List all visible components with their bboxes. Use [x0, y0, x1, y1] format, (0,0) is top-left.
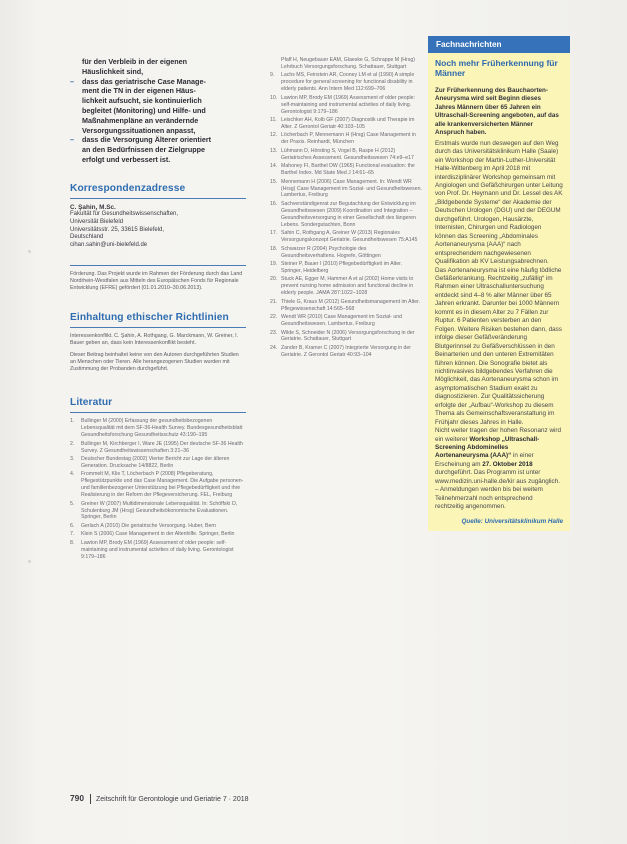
reference-item: 19. Steiner P, Bauer I (2010) Pflegebedürftigkeit im Alter. Springer, Heidelberg [270, 261, 403, 274]
page-number: 790 [70, 793, 84, 803]
reference-item: 23. Wilde S, Schneider N (2006) Versorgungsforschung in der Geriatrie. Schattauer, Stuttgart [270, 329, 415, 343]
reference-item: 5. Greiner W (2007) Multidimensionale Lebensqualität. In: Schöffski O, Schulenburg JM (Hrsg) Gesundheitsökonomische Evaluationen. Springer, Berlin [70, 500, 238, 521]
address-line: Universität Bielefeld [70, 218, 124, 225]
reference-item: 12. Löcherbach P, Mennemann H (Hrsg) Case Management in der Praxis. Reinhardt, München [270, 132, 416, 146]
news-paragraph: Das Aortenaneurysma ist eine häufig tödliche Gefäßerkrankung. Rechtzeitig „zufällig“ im Rahmen einer Ultraschalluntersuchung entdeckt sind 4–8 % aller Männer über 65 Jahren erkrankt. Darunter bei 1000 Männern kommt es in diesem Alter zu 7 Fällen zur Ruptur. 6 Patienten versterben an den Folgen. Weitere Risiken bestehen dann, dass infolge dieser Gefäßveränderung Blutgerinnsel zu Gefäßverschlüssen in den Beinarterien und den unteren Extremitäten führen können. Die Sonografie bietet als nichtinvasives bildgebendes Verfahren die Möglichkeit, das Aortenaneurysma schon im asymptomatischen Stadium exakt zu diagnostizieren. Zur Qualitätssicherung erfolgte der „Aufbau“-Workshop zu diesem Thema als Gemeinschaftsveranstaltung im Frühjahr dieses Jahres in Halle. [435, 266, 562, 426]
left-column [70, 57, 246, 562]
reference-item: 3. Deutscher Bundestag (2002) Vierter Bericht zur Lage der älteren Generation. Drucksache 14/8822, Berlin [70, 456, 230, 469]
bullet-line: für den Verbleib in der eigenen [82, 57, 188, 66]
news-paragraph: Nicht weiter tragen der hohen Resonanz wird ein weiterer Workshop „Ultraschall-Screening Abdominelles Aortenaneurysma (AAA)“ in einer Erscheinung am 27. Oktober 2018 durchgeführt. Das Programm ist unter www.medizin.uni-halle.de/kir aus zugänglich. – Anmeldungen werden bis bei weitem Teilnehmerzahl noch entsprechend rechtzeitig angenommen. [435, 427, 562, 511]
address-line: Universitätsstr. 25, 33615 Bielefeld, [70, 226, 165, 233]
reference-item: 8. Lawton MP, Brody EM (1969) Assessment of older people: self-maintaining and instrumental activities of daily living. Gerontologist 9:179–186 [70, 539, 234, 560]
footer-divider [90, 794, 91, 804]
reference-item: Pfaff H, Neugebauer EAM, Glaeske G, Schrappe M (Hrsg) Lehrbuch Versorgungsforschung. Schattauer, Stuttgart [281, 57, 415, 70]
reference-item: 10. Lawton MP, Brody EM (1969) Assessment of older people: self-maintaining and instrumental activities of daily living. Gerontologist 9:179–186 [270, 94, 415, 115]
reference-item: 22. Wendt WR (2010) Case Management im Sozial- und Gesundheitswesen. Lambertus, Freiburg [270, 314, 402, 328]
page-footer [70, 793, 249, 804]
dash-icon: – [70, 135, 74, 145]
bullet-list [70, 57, 246, 165]
section-header: Fachnachrichten [428, 36, 570, 53]
reference-list [70, 418, 246, 560]
news-source: Quelle: Universitätsklinikum Halle [461, 517, 563, 525]
email-link[interactable]: cihan.sahin@uni-bielefeld.de [70, 241, 148, 248]
bullet-line: lichkeit aufsucht, sie kontinuierlich [82, 96, 202, 106]
news-title: Noch mehr Früherkennung für Männer [435, 58, 558, 78]
news-sidebar [428, 36, 570, 531]
bullet-item: – dass das geriatrische Case Manage- [70, 76, 206, 86]
news-box [428, 53, 570, 531]
reference-item: 18. Schwarzer R (2004) Psychologie des Gesundheitsverhaltens. Hogrefe, Göttingen [270, 245, 381, 259]
reference-item: 17. Sahin C, Rothgang A, Greiner W (2013) Regionales Versorgungskonzept Geriatrie. Gesundheitswesen 75:A145 [270, 230, 418, 244]
reference-item: 16. Sachverständigenrat zur Begutachtung der Entwicklung im Gesundheitswesen (2009) Koordination und Integration – Gesundheitsversorgung in einer Gesellschaft des längeren Lebens. Sondergutachten, Bonn [270, 200, 416, 228]
middle-column [270, 57, 422, 360]
address-line: Fakultät für Gesundheitswissenschaften, [70, 211, 179, 218]
reference-item: 21. Thiele G, Kraus M (2012) Gesundheitsmanagement im Alter. Pflegewissenschaft 14:565–568 [270, 298, 420, 312]
author-name: C. Şahin, M.Sc. [70, 203, 116, 211]
divider [70, 198, 246, 199]
dash-icon: – [70, 76, 74, 86]
bullet-line: Häuslichkeit sind, [82, 66, 144, 76]
reference-item: 20. Stuck AE, Egger M, Hammer A et al (2002) Home visits to prevent nursing home admission and functional decline in elderly people. JAMA 287:1022–1028 [270, 276, 414, 297]
ethics-heading: Einhaltung ethischer Richtlinien [70, 312, 229, 324]
ethics-statement: Dieser Beitrag beinhaltet keine von den Autoren durchgeführten Studien an Menschen oder Tieren. Alle herangezogenen Studien wurden mit Zustimmung der Probanden durchgeführt. [70, 352, 239, 373]
journal-name: Zeitschrift für Gerontologie und Geriatrie 7 · 2018 [95, 796, 249, 803]
reference-item: 4. Frommelt M, Klie T, Löcherbach P (2008) Pflegeberatung, Pflegestützpunkte und das Case Management. Die Aufgabe personen- und familienbezogener Unterstützung bei Pflegebedürftigkeit und ihre Realisierung in der Reform der Pflegeversicherung. FEL, Freiburg [70, 471, 244, 499]
conflict-statement: Interessenkonflikt. C. Şahin, A. Rothgang, G. Marckmann, W. Greiner, I. Bauer geben an, dass kein Interessenkonflikt besteht. [70, 333, 239, 347]
bullet-line: Maßnahmenpläne an verändernde [82, 115, 199, 125]
divider [70, 265, 246, 266]
reference-item: 6. Gerlach A (2010) Die geriatrische Versorgung. Huber, Bern [70, 522, 216, 529]
reference-list-continued [270, 57, 422, 359]
address-line: Deutschland [70, 234, 104, 241]
news-lead: Zur Früherkennung des Bauchaorten-Aneurysma wird seit Beginn dieses Jahres Männern über 65 Jahren ein Ultraschall-Screening angeboten, auf das alle krankenversicherten Männer Anspruch haben. [435, 87, 559, 137]
reference-item: 15. Mennemann H (2006) Case Management. In: Wendt WR (Hrsg) Case Management im Sozial- und Gesundheitswesen. Lambertus, Freiburg [270, 178, 422, 199]
punch-hole [28, 250, 31, 253]
reference-item: 9. Lachs MS, Feinstein AR, Cooney LM et al (1990) A simple procedure for general screening for functional disability in elderly patients. Ann Intern Med 112:699–706 [270, 72, 415, 93]
reference-item: 24. Zander B, Kramer C (2007) Integrierte Versorgung in der Geriatrie. Z Gerontol Geriatr 40:93–104 [270, 344, 412, 358]
bullet-line: erfolgt und verbessert ist. [82, 154, 171, 164]
divider [70, 327, 246, 328]
punch-hole [28, 560, 31, 563]
literature-heading: Literatur [70, 397, 113, 409]
reference-item: 7. Klein S (2006) Case Management in der Altenhilfe. Springer, Berlin [70, 531, 235, 538]
reference-item: 13. Lühmann D, Hörsting S, Vogel B, Raspe H (2012) Geriatrisches Assessment. Gesundheitswesen 74:e9–e17 [270, 147, 414, 161]
divider [70, 412, 246, 413]
news-paragraph: Erstmals wurde nun deswegen auf den Weg durch das Universitätsklinikum Halle (Saale) ein Workshop der Martin-Luther-Universität Halle-Wittenberg im April 2018 mit interdisziplinärer Workshop gemeinsam mit Angiologen und Gefäßchirurgen unter Leitung von Prof. Dr. Heymann und Dr. Lessel des AK „Bildgebende Systeme“ der Akademie der Deutschen Urologen (DGU) und der DEGUM durchgeführt. Urologen, Hausärzte, Internisten, Chirurgen und Radiologen können das Screening „Abdominales Aortenaneurysma (AAA)“ nach entsprechendem nachgewiesenen Qualifikation ab KV Leistungsabrechnen. [435, 139, 563, 266]
bullet-line: begleitet (Monitoring) und Hilfe- und [82, 105, 206, 115]
reference-item: 11. Leischker AH, Kolb GF (2007) Diagnostik und Therapie im Alter. Z Gerontol Geriatr 40:103–105 [270, 117, 415, 130]
address-block [70, 204, 246, 250]
correspondence-heading: Korrespondenzadresse [70, 182, 186, 194]
bullet-line: an den Bedürfnissen der Zielgruppe [82, 145, 206, 155]
reference-item: 1. Bullinger M (2000) Erfassung der gesundheitsbezogenen Lebensqualität mit dem SF-36-Health Survey. Bundesgesundheitsblatt Gesundheitsforschung Gesundheitsschutz 43:190–195 [70, 418, 243, 439]
bullet-line: Versorgungssituationen anpasst, [82, 125, 196, 135]
bullet-item: – dass die Versorgung Älterer orientiert [70, 135, 212, 145]
reference-item: 14. Mahoney FI, Barthel DW (1965) Functional evaluation: the Barthel Index. Md State Med J 14:61–65 [270, 163, 415, 177]
funding-note: Förderung. Das Projekt wurde im Rahmen der Förderung durch das Land Nordrhein-Westfalen aus Mitteln des Europäischen Fonds für Regionale Entwicklung (EFRE) gefördert (01.01.2010–30.06.2013). [70, 271, 243, 292]
bullet-line: ment die TN in der eigenen Häus- [82, 86, 196, 96]
reference-item: 2. Bullinger M, Kirchberger I, Ware JE (1995) Der deutsche SF-36 Health Survey. Z Gesundheitswissenschaften 3:21–36 [70, 440, 243, 454]
